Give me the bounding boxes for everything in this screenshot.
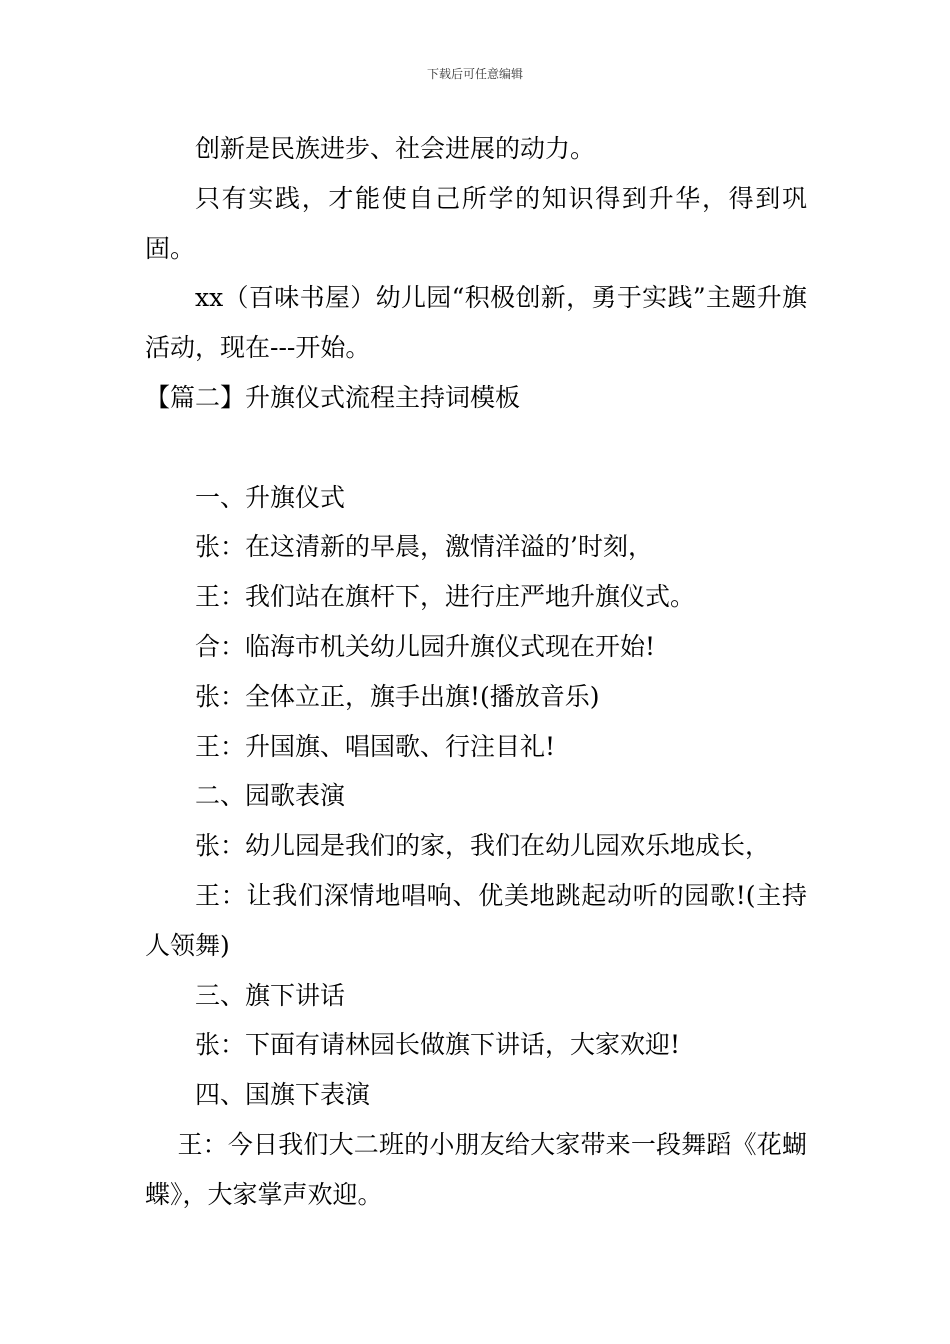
line-zhang-4: 张：下面有请林园长做旗下讲话，大家欢迎!	[195, 1030, 681, 1060]
line-zhang-3: 张：幼儿园是我们的家，我们在幼儿园欢乐地成长，	[195, 831, 771, 861]
line-wang-1: 王：我们站在旗杆下，进行庄严地升旗仪式。	[195, 582, 696, 612]
line-wang-3: 王：让我们深情地唱响、优美地跳起动听的园歌!(主持人领舞)	[145, 880, 807, 960]
line-zhang-2: 张：全体立正，旗手出旗!(播放音乐)	[195, 681, 600, 711]
line-wang-4: 王：今日我们大二班的小朋友给大家带来一段舞蹈《花蝴蝶》，大家掌声欢迎。	[145, 1129, 807, 1209]
paragraph-innovation: 创新是民族进步、社会进展的动力。	[195, 134, 596, 163]
page-header: 下载后可任意编辑	[426, 67, 523, 81]
heading-performance: 四、国旗下表演	[195, 1080, 371, 1110]
heading-school-song: 二、园歌表演	[195, 781, 346, 811]
document-body	[145, 124, 807, 1220]
paragraph-opening: xx（百味书屋）幼儿园“积极创新，勇于实践”主题升旗活动，现在---开始。	[145, 283, 807, 363]
heading-speech: 三、旗下讲话	[195, 980, 346, 1010]
line-wang-2: 王：升国旗、唱国歌、行注目礼!	[195, 731, 556, 761]
paragraph-practice: 只有实践，才能使自己所学的知识得到升华，得到巩固。	[145, 183, 807, 263]
section-title: 【篇二】升旗仪式流程主持词模板	[145, 382, 521, 412]
blank-line	[145, 423, 807, 473]
line-zhang-1: 张：在这清新的早晨，激情洋溢的’时刻，	[195, 532, 653, 562]
line-together: 合：临海市机关幼儿园升旗仪式现在开始!	[195, 631, 656, 661]
heading-flag-raising: 一、升旗仪式	[195, 482, 346, 512]
